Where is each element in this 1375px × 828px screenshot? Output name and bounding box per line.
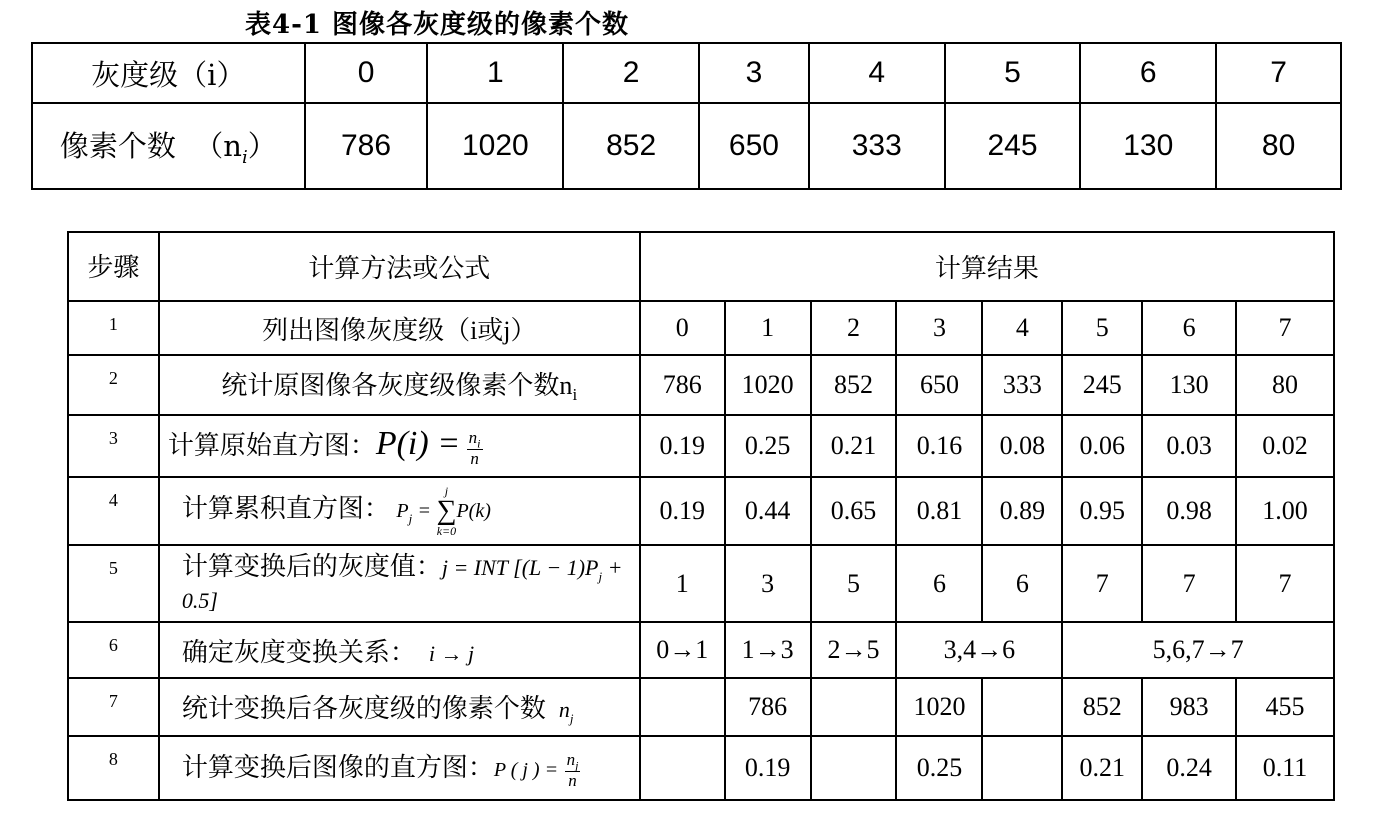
table-cell: 0.44 xyxy=(725,477,811,545)
frac-num: n xyxy=(468,427,478,447)
table-cell: 786 xyxy=(725,678,811,736)
table-row xyxy=(68,736,1334,800)
step-number: 2 xyxy=(68,355,159,415)
mapping-cell: 2→5 xyxy=(811,622,897,678)
method-cell: 列出图像灰度级（i或j） xyxy=(159,301,640,355)
header-method: 计算方法或公式 xyxy=(159,232,640,301)
table-cell: 852 xyxy=(563,103,699,189)
formula-left: P xyxy=(396,499,409,522)
table-cell: 0.25 xyxy=(896,736,982,800)
table-cell: 0.02 xyxy=(1236,415,1334,477)
table-cell: 1020 xyxy=(725,355,811,415)
histogram-equalization-table xyxy=(67,231,1335,801)
gray-level-label: 灰度级（i） xyxy=(32,43,305,103)
table-cell: 852 xyxy=(1062,678,1142,736)
method-cell xyxy=(159,415,640,477)
header-row xyxy=(68,232,1334,301)
method-cell xyxy=(159,736,640,800)
frac-num: n xyxy=(566,749,576,769)
method-cell xyxy=(159,477,640,545)
fraction xyxy=(467,429,483,467)
table-cell: 0.16 xyxy=(896,415,982,477)
frac-den: n xyxy=(568,771,577,791)
table-cell: 1 xyxy=(725,301,811,355)
table-cell: 0.08 xyxy=(982,415,1062,477)
table-cell: 0.03 xyxy=(1142,415,1236,477)
table-cell: 0.11 xyxy=(1236,736,1334,800)
table-cell: 80 xyxy=(1236,355,1334,415)
step-number: 5 xyxy=(68,545,159,622)
table-cell: 0.25 xyxy=(725,415,811,477)
table-cell: 786 xyxy=(305,103,428,189)
table-cell: 852 xyxy=(811,355,897,415)
mapping-cell: 0→1 xyxy=(640,622,725,678)
table-cell: 4 xyxy=(809,43,945,103)
table-cell: 786 xyxy=(640,355,725,415)
method-cell xyxy=(159,678,640,736)
mapping-cell: 5,6,7→7 xyxy=(1062,622,1334,678)
table-cell: 130 xyxy=(1080,103,1216,189)
table-cell xyxy=(640,678,725,736)
table-cell: 245 xyxy=(945,103,1081,189)
table-cell: 7 xyxy=(1236,545,1334,622)
frac-num-sub: i xyxy=(477,436,481,451)
table-row xyxy=(32,43,1341,103)
table-cell: 3 xyxy=(896,301,982,355)
step-number: 6 xyxy=(68,622,159,678)
method-text: 确定灰度变换关系： xyxy=(181,637,416,667)
step-number: 3 xyxy=(68,415,159,477)
header-result: 计算结果 xyxy=(640,232,1334,301)
mapping-cell: 3,4→6 xyxy=(896,622,1062,678)
table-cell: 2 xyxy=(563,43,699,103)
fraction xyxy=(565,751,581,789)
formula-sub: j xyxy=(598,569,603,585)
table-cell: 0.98 xyxy=(1142,477,1236,545)
pixel-count-text: 像素个数 xyxy=(59,129,176,164)
frac-num-sub: j xyxy=(575,758,579,773)
table-cell: 6 xyxy=(982,545,1062,622)
table-cell: 245 xyxy=(1062,355,1142,415)
method-sub: i xyxy=(572,385,578,405)
table-cell: 0 xyxy=(305,43,428,103)
table-cell: 0.21 xyxy=(1062,736,1142,800)
table-cell xyxy=(982,736,1062,800)
table-row xyxy=(68,301,1334,355)
table-cell: 4 xyxy=(982,301,1062,355)
table-cell: 0.06 xyxy=(1062,415,1142,477)
formula: j = INT [(L − 1)P xyxy=(441,555,599,580)
table-cell: 3 xyxy=(699,43,809,103)
table-cell: 333 xyxy=(982,355,1062,415)
table-cell: 0.81 xyxy=(896,477,982,545)
pixel-count-close: ） xyxy=(247,129,277,164)
formula-right: P(k) xyxy=(456,499,491,522)
table-cell xyxy=(811,678,897,736)
table-cell: 0.19 xyxy=(725,736,811,800)
pixel-count-table xyxy=(31,42,1342,190)
table-caption: 表4-1 图像各灰度级的像素个数 xyxy=(245,10,630,40)
pixel-count-symbol: （n xyxy=(194,129,242,164)
step-number: 1 xyxy=(68,301,159,355)
table-cell: 650 xyxy=(896,355,982,415)
table-row xyxy=(68,355,1334,415)
sum-sign: ∑ xyxy=(436,495,457,526)
step-number: 4 xyxy=(68,477,159,545)
pixel-count-sub: i xyxy=(241,146,248,168)
table-cell: 1 xyxy=(427,43,563,103)
table-cell: 130 xyxy=(1142,355,1236,415)
table-cell: 455 xyxy=(1236,678,1334,736)
table-cell: 1.00 xyxy=(1236,477,1334,545)
table-cell: 1020 xyxy=(896,678,982,736)
table-cell: 0.24 xyxy=(1142,736,1236,800)
formula-eq: = xyxy=(418,499,430,522)
table-cell: 7 xyxy=(1236,301,1334,355)
formula: i → j xyxy=(428,640,475,666)
table-cell: 2 xyxy=(811,301,897,355)
method-text: 计算变换后图像的直方图： xyxy=(181,753,494,783)
table-cell: 1020 xyxy=(427,103,563,189)
table-cell: 7 xyxy=(1216,43,1341,103)
method-text: 统计原图像各灰度级像素个数n xyxy=(221,370,573,400)
table-cell: 0.65 xyxy=(811,477,897,545)
table-row xyxy=(68,545,1334,622)
formula-tail: + 0.5] xyxy=(181,555,623,614)
method-cell xyxy=(159,355,640,415)
table-cell: 5 xyxy=(811,545,897,622)
sum-symbol xyxy=(436,485,456,537)
table-cell xyxy=(811,736,897,800)
method-text: 计算变换后的灰度值： xyxy=(181,552,442,581)
table-cell: 3 xyxy=(725,545,811,622)
header-step: 步骤 xyxy=(68,232,159,301)
table-cell: 650 xyxy=(699,103,809,189)
method-text: 计算累积直方图： xyxy=(181,493,390,523)
formula: P ( j ) = xyxy=(493,759,559,782)
table-cell xyxy=(640,736,725,800)
table-row xyxy=(32,103,1341,189)
table-row xyxy=(68,678,1334,736)
table-cell: 6 xyxy=(896,545,982,622)
table-cell: 983 xyxy=(1142,678,1236,736)
method-text: 计算原始直方图： xyxy=(167,430,376,460)
table-cell: 0.89 xyxy=(982,477,1062,545)
table-cell: 80 xyxy=(1216,103,1341,189)
table-cell: 5 xyxy=(945,43,1081,103)
frac-den: n xyxy=(470,449,479,469)
mapping-cell: 1→3 xyxy=(725,622,811,678)
table-cell: 0.19 xyxy=(640,415,725,477)
formula: n xyxy=(558,696,570,722)
table-cell: 333 xyxy=(809,103,945,189)
table-cell xyxy=(982,678,1062,736)
table-cell: 6 xyxy=(1080,43,1216,103)
sum-bot: k=0 xyxy=(436,524,457,538)
table-cell: 0.21 xyxy=(811,415,897,477)
method-cell xyxy=(159,545,640,622)
table-cell: 0.95 xyxy=(1062,477,1142,545)
formula-sub: j xyxy=(569,710,574,726)
formula-left-sub: j xyxy=(408,511,413,527)
formula: P(i) = xyxy=(375,424,461,462)
table-cell: 6 xyxy=(1142,301,1236,355)
step-number: 8 xyxy=(68,736,159,800)
method-text: 统计变换后各灰度级的像素个数 xyxy=(181,693,546,723)
method-cell xyxy=(159,622,640,678)
step-number: 7 xyxy=(68,678,159,736)
table-cell: 7 xyxy=(1142,545,1236,622)
sum-top: j xyxy=(444,484,449,498)
table-row xyxy=(68,622,1334,678)
table-row xyxy=(68,477,1334,545)
table-cell: 7 xyxy=(1062,545,1142,622)
pixel-count-label xyxy=(32,103,305,189)
table-cell: 0.19 xyxy=(640,477,725,545)
table-row xyxy=(68,415,1334,477)
table-cell: 5 xyxy=(1062,301,1142,355)
table-cell: 1 xyxy=(640,545,725,622)
table-cell: 0 xyxy=(640,301,725,355)
